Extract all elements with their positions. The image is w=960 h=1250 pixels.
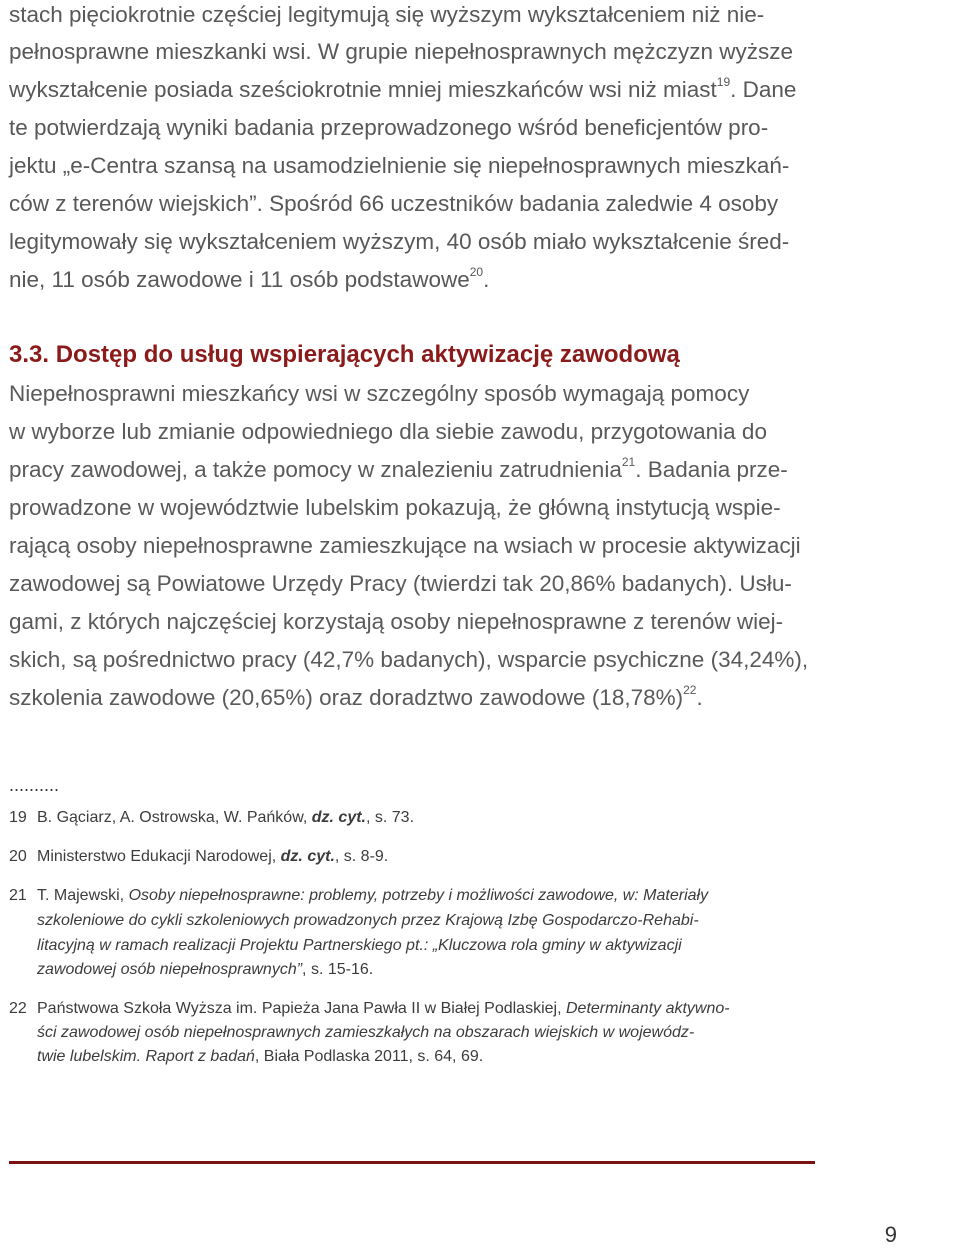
footnote-italic: Determinanty aktywno- (565, 1000, 730, 1017)
footnote-ref: 22 (683, 682, 697, 697)
footnote-21-cont: litacyjną w ramach realizacji Projektu Partnerskiego pt.: „Kluczowa rola gminy w aktywizacji (37, 937, 682, 954)
body-line (9, 683, 703, 713)
footnote-ref: 20 (469, 264, 484, 279)
footnote-number: 19 (9, 809, 27, 826)
body-line: rającą osoby niepełnosprawne zamieszkujące na wsiach w procesie aktywizacji (9, 533, 801, 558)
body-line: ców z terenów wiejskich”. Spośród 66 uczestników badania zaledwie 4 osoby (9, 191, 779, 216)
body-line: te potwierdzają wyniki badania przeprowadzonego wśród beneficjentów pro- (9, 115, 769, 140)
footnote-text: T. Majewski, (37, 887, 129, 904)
footnote-italic: twie lubelskim. Raport z badań (37, 1048, 255, 1065)
footnote-text: , s. 8-9. (334, 848, 389, 865)
footnote-22 (9, 997, 730, 1021)
footnote-21-cont: szkoleniowe do cykli szkoleniowych prowadzonych przez Krajową Izbę Gospodarczo-Rehabi- (37, 912, 699, 929)
footnote-italic: Osoby niepełnosprawne: problemy, potrzeby i możliwości zawodowe, w: Materiały (128, 887, 709, 904)
footnote-22-cont (37, 1045, 483, 1069)
body-line: gami, z których najczęściej korzystają osoby niepełnosprawne z terenów wiej- (9, 609, 784, 634)
footnote-italic: zawodowej osób niepełnosprawnych” (37, 961, 303, 978)
footnote-20 (9, 845, 388, 869)
footnote-19 (9, 806, 414, 830)
page-number: 9 (884, 1222, 897, 1247)
body-text: szkolenia zawodowe (20,65%) oraz doradztwo zawodowe (18,78%) (9, 685, 684, 710)
footnote-text: Ministerstwo Edukacji Narodowej, (37, 848, 281, 865)
body-line: w wyborze lub zmianie odpowiedniego dla siebie zawodu, przygotowania do (9, 419, 767, 444)
footnote-number: 22 (9, 1000, 27, 1017)
footer-rule (9, 1161, 815, 1164)
body-text: wykształcenie posiada sześciokrotnie mniej mieszkańców wsi niż miast (9, 77, 717, 102)
footnote-22-cont: ści zawodowej osób niepełnosprawnych zamieszkałych na obszarach wiejskich w wojewódz- (37, 1024, 695, 1041)
footnote-text: B. Gąciarz, A. Ostrowska, W. Pańków, (37, 809, 312, 826)
body-text: . Badania prze- (635, 457, 788, 482)
footnote-text: , Biała Podlaska 2011, s. 64, 69. (254, 1048, 484, 1065)
footnote-ref: 19 (716, 74, 731, 89)
body-line (9, 265, 489, 295)
body-line: legitymowały się wykształceniem wyższym, 40 osób miało wykształcenie śred- (9, 229, 790, 254)
body-line: Niepełnosprawni mieszkańcy wsi w szczególny sposób wymagają pomocy (9, 381, 750, 406)
body-line: stach pięciokrotnie częściej legitymują się wyższym wykształceniem niż nie- (9, 2, 765, 27)
body-line (9, 455, 788, 485)
body-text: . (483, 267, 490, 292)
footnote-number: 21 (9, 887, 27, 904)
body-text: nie, 11 osób zawodowe i 11 osób podstawowe (9, 267, 470, 292)
footnote-text: , s. 15-16. (302, 961, 374, 978)
body-line: skich, są pośrednictwo pracy (42,7% badanych), wsparcie psychiczne (34,24%), (9, 647, 809, 672)
body-line: pełnosprawne mieszkanki wsi. W grupie niepełnosprawnych mężczyzn wyższe (9, 39, 794, 64)
body-line: prowadzone w województwie lubelskim pokazują, że główną instytucją wspie- (9, 495, 781, 520)
footnote-text: Państwowa Szkoła Wyższa im. Papieża Jana Pawła II w Białej Podlaskiej, (37, 1000, 566, 1017)
section-heading: 3.3. Dostęp do usług wspierających aktywizację zawodową (9, 341, 680, 368)
body-line: jektu „e-Centra szansą na usamodzielnienie się niepełnosprawnych mieszkań- (9, 153, 790, 178)
body-text: pracy zawodowej, a także pomocy w znalezieniu zatrudnienia (9, 457, 622, 482)
footnote-separator: .......... (9, 775, 60, 795)
footnote-text: , s. 73. (366, 809, 415, 826)
footnote-number: 20 (9, 848, 27, 865)
body-text: . Dane (730, 77, 797, 102)
footnote-italic: dz. cyt. (280, 848, 335, 865)
body-text: . (696, 685, 703, 710)
body-line (9, 75, 796, 105)
footnote-italic: dz. cyt. (311, 809, 366, 826)
body-line: zawodowej są Powiatowe Urzędy Pracy (twierdzi tak 20,86% badanych). Usłu- (9, 571, 792, 596)
footnote-ref: 21 (621, 454, 636, 469)
footnote-21 (9, 884, 708, 908)
footnote-21-cont (37, 958, 373, 982)
